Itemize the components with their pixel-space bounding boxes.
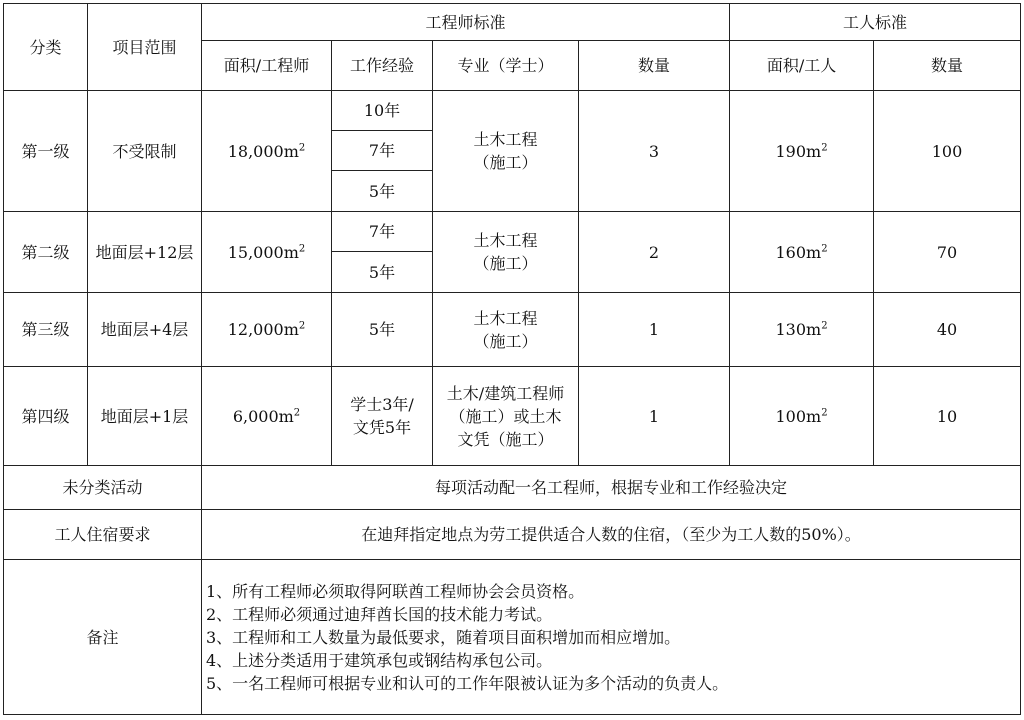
major-cell — [433, 293, 579, 367]
classification-table — [3, 3, 1021, 715]
header-worker-standard: 工人标准 — [730, 4, 1021, 41]
experience-cell: 7年 — [332, 212, 433, 252]
scope-cell: 不受限制 — [88, 91, 202, 212]
experience-line: 文凭5年 — [352, 418, 412, 437]
header-major: 专业（学士） — [433, 41, 579, 91]
table-row — [4, 91, 1021, 131]
major-cell — [433, 91, 579, 212]
area-cell — [202, 91, 332, 212]
area-value: 12,000m — [227, 320, 299, 339]
unclassified-text: 每项活动配一名工程师，根据专业和工作经验决定 — [202, 466, 1021, 510]
area-cell — [202, 293, 332, 367]
level-cell: 第一级 — [4, 91, 88, 212]
accommodation-row — [4, 510, 1021, 560]
area-cell — [202, 212, 332, 293]
notes-row — [4, 560, 1021, 715]
area-exponent: 2 — [293, 407, 301, 419]
notes-label: 备注 — [4, 560, 202, 715]
major-line: 土木工程 — [473, 231, 538, 250]
unclassified-label: 未分类活动 — [4, 466, 202, 510]
experience-cell: 5年 — [332, 252, 433, 293]
accommodation-label: 工人住宿要求 — [4, 510, 202, 560]
header-worker-count: 数量 — [874, 41, 1021, 91]
note-item: 4、上述分类适用于建筑承包或钢结构承包公司。 — [206, 650, 553, 670]
worker-area-cell — [730, 367, 874, 466]
experience-line: 学士3年/ — [350, 395, 414, 414]
major-line: 文凭（施工） — [457, 429, 554, 449]
scope-cell: 地面层+1层 — [88, 367, 202, 466]
scope-cell: 地面层+12层 — [88, 212, 202, 293]
level-cell: 第三级 — [4, 293, 88, 367]
note-item: 2、工程师必须通过迪拜酋长国的技术能力考试。 — [206, 604, 553, 624]
header-scope: 项目范围 — [88, 4, 202, 91]
header-category: 分类 — [4, 4, 88, 91]
note-item: 1、所有工程师必须取得阿联酋工程师协会会员资格。 — [206, 581, 585, 601]
area-value: 18,000m — [227, 141, 299, 161]
major-cell — [433, 212, 579, 293]
worker-area-value: 160m — [775, 242, 822, 262]
worker-area-value: 100m — [775, 406, 822, 426]
header-engineer-standard: 工程师标准 — [202, 4, 730, 41]
worker-count-cell: 40 — [874, 293, 1021, 367]
experience-cell: 5年 — [332, 171, 433, 212]
worker-count-cell: 100 — [874, 91, 1021, 212]
area-exponent: 2 — [298, 142, 306, 154]
major-line: （施工） — [473, 331, 538, 351]
worker-area-cell — [730, 293, 874, 367]
major-line: （施工） — [473, 153, 538, 172]
worker-area-cell — [730, 212, 874, 293]
level-cell: 第四级 — [4, 367, 88, 466]
major-cell — [433, 367, 579, 466]
major-line: （施工） — [473, 254, 538, 273]
worker-area-exponent: 2 — [821, 320, 828, 332]
area-cell — [202, 367, 332, 466]
note-item: 5、一名工程师可根据专业和认可的工作年限被认证为多个活动的负责人。 — [206, 673, 729, 693]
engineer-count-cell: 1 — [579, 293, 730, 367]
note-item: 3、工程师和工人数量为最低要求，随着项目面积增加而相应增加。 — [206, 627, 681, 647]
table-row — [4, 367, 1021, 466]
header-work-experience: 工作经验 — [332, 41, 433, 91]
worker-area-exponent: 2 — [821, 243, 828, 255]
notes-list — [202, 560, 1021, 715]
area-value: 15,000m — [227, 242, 299, 262]
scope-cell: 地面层+4层 — [88, 293, 202, 367]
header-engineer-count: 数量 — [579, 41, 730, 91]
engineer-count-cell: 3 — [579, 91, 730, 212]
experience-cell — [332, 367, 433, 466]
table-row — [4, 212, 1021, 252]
worker-area-value: 130m — [775, 320, 822, 339]
table-row — [4, 293, 1021, 367]
header-area-per-engineer: 面积/工程师 — [202, 41, 332, 91]
experience-cell: 10年 — [332, 91, 433, 131]
experience-cell: 7年 — [332, 131, 433, 171]
experience-cell: 5年 — [332, 293, 433, 367]
major-line: 土木工程 — [473, 130, 538, 149]
worker-area-value: 190m — [775, 141, 822, 161]
major-line: 土木/建筑工程师 — [446, 383, 565, 403]
engineer-count-cell: 1 — [579, 367, 730, 466]
unclassified-row — [4, 466, 1021, 510]
level-cell: 第二级 — [4, 212, 88, 293]
worker-area-cell — [730, 91, 874, 212]
worker-count-cell: 70 — [874, 212, 1021, 293]
area-exponent: 2 — [298, 320, 306, 332]
area-exponent: 2 — [298, 243, 306, 255]
major-line: （施工）或土木 — [449, 406, 562, 426]
area-value: 6,000m — [232, 406, 294, 426]
header-area-per-worker: 面积/工人 — [730, 41, 874, 91]
accommodation-text: 在迪拜指定地点为劳工提供适合人数的住宿，（至少为工人数的50%）。 — [202, 510, 1021, 560]
worker-area-exponent: 2 — [821, 407, 828, 419]
worker-area-exponent: 2 — [821, 142, 828, 154]
major-line: 土木工程 — [473, 308, 538, 328]
worker-count-cell: 10 — [874, 367, 1021, 466]
engineer-count-cell: 2 — [579, 212, 730, 293]
